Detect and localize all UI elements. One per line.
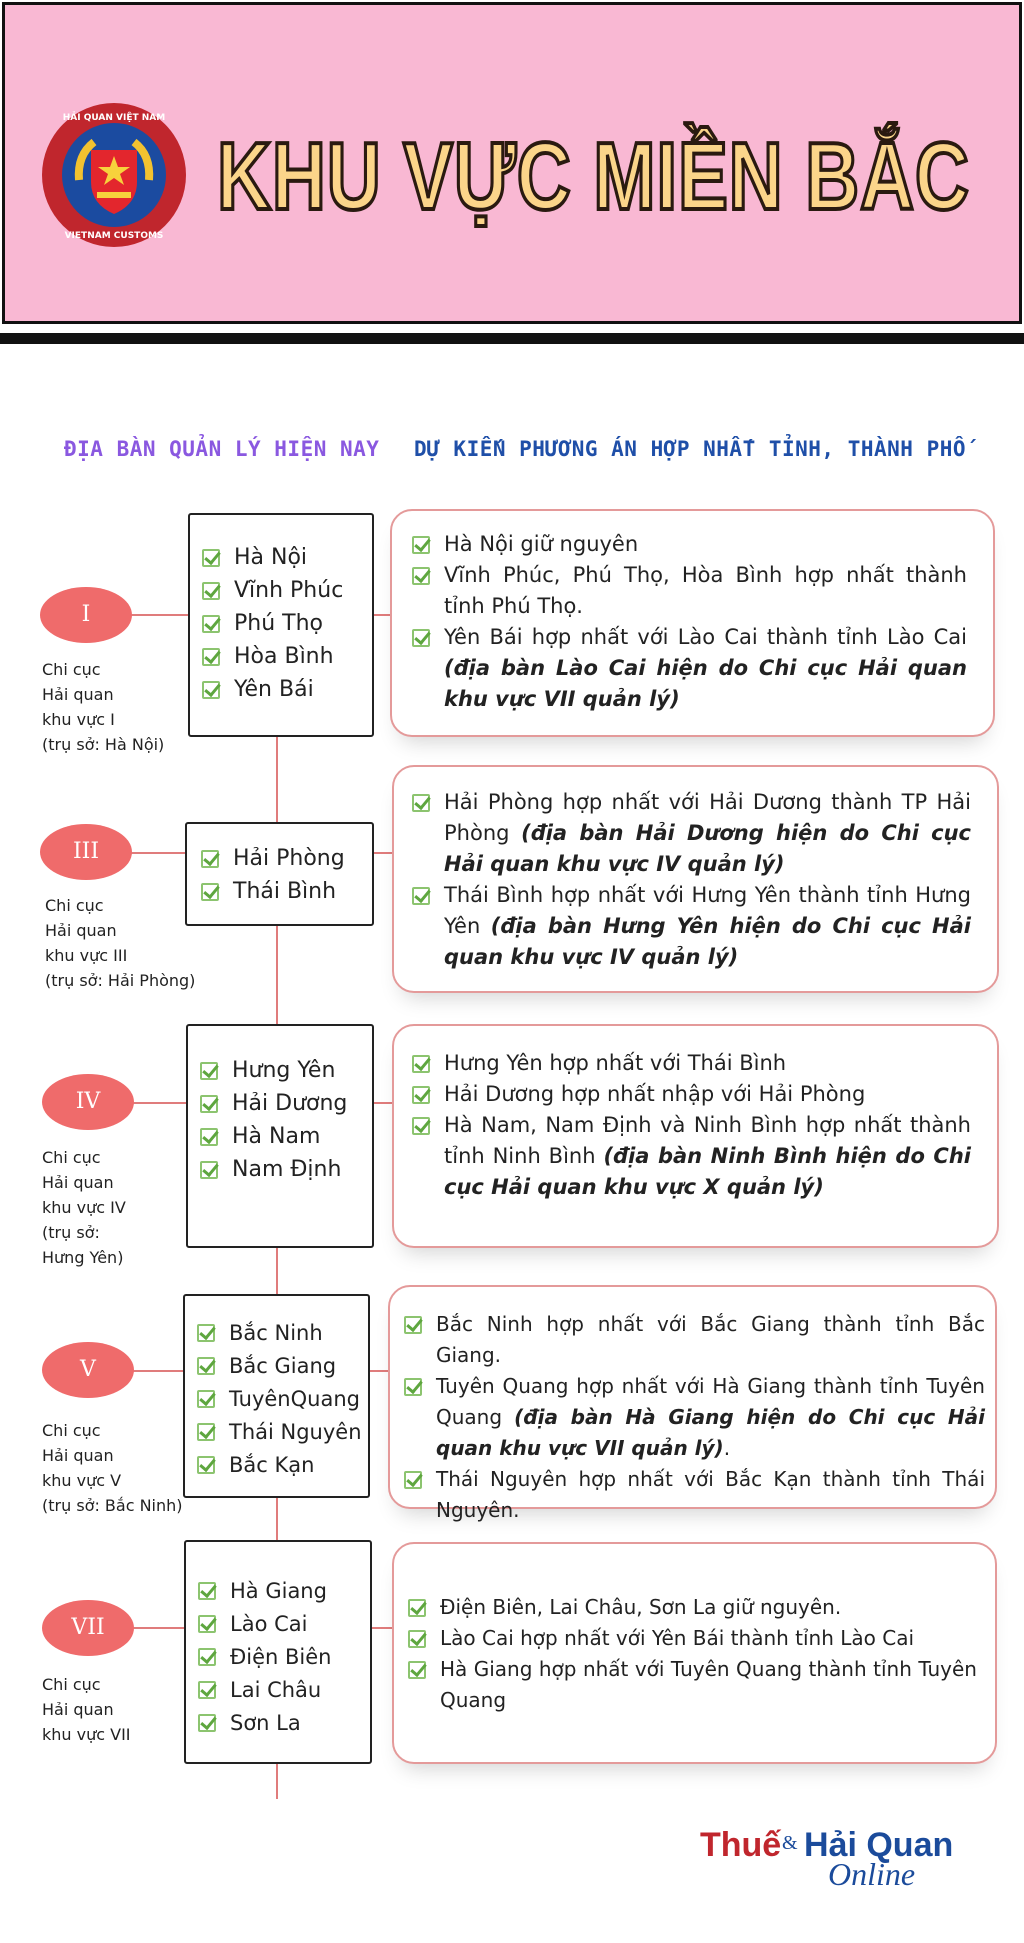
list-item: Hà Nam <box>200 1120 372 1153</box>
left-column-heading: ĐỊA BÀN QUẢN LÝ HIỆN NAY <box>64 437 380 461</box>
plan-item: Hà Nội giữ nguyên <box>412 529 967 560</box>
check-icon <box>202 549 220 567</box>
plan-item: Thái Nguyên hợp nhất với Bắc Kạn thành tỉnh Thái Nguyên. <box>404 1464 985 1526</box>
list-item: Hòa Bình <box>202 640 372 673</box>
unit-label-iii: Chi cục Hải quan khu vực III (trụ sở: Hải Phòng) <box>45 896 196 990</box>
current-provinces-box-i <box>188 513 374 737</box>
connector-line <box>370 1627 392 1629</box>
check-icon <box>200 1128 218 1146</box>
unit-badge-vii: VII <box>42 1600 134 1656</box>
check-icon <box>412 629 430 647</box>
check-icon <box>408 1630 426 1648</box>
check-icon <box>404 1378 422 1396</box>
check-icon <box>198 1648 216 1666</box>
list-item: Vĩnh Phúc <box>202 574 372 607</box>
connector-line <box>130 1370 186 1372</box>
logo-part-1: Thuế <box>700 1826 782 1864</box>
list-item: Hà Nội <box>202 541 372 574</box>
plan-item: Vĩnh Phúc, Phú Thọ, Hòa Bình hợp nhất thành tỉnh Phú Thọ. <box>412 560 967 622</box>
plan-item: Hải Phòng hợp nhất với Hải Dương thành TP Hải Phòng (địa bàn Hải Dương hiện do Chi cục Hải quan khu vực IV quản lý) <box>412 787 971 880</box>
emblem-top-text: HẢI QUAN VIỆT NAM <box>62 113 166 123</box>
list-item: Phú Thọ <box>202 607 372 640</box>
check-icon <box>200 1095 218 1113</box>
check-icon <box>412 536 430 554</box>
list-item: Bắc Ninh <box>197 1316 368 1349</box>
plan-item: Hải Dương hợp nhất nhập với Hải Phòng <box>412 1079 971 1110</box>
check-icon <box>412 567 430 585</box>
merger-plan-box-iv <box>392 1024 999 1248</box>
list-item: Hà Giang <box>198 1574 370 1607</box>
check-icon <box>202 582 220 600</box>
plan-item: Hà Giang hợp nhất với Tuyên Quang thành tỉnh Tuyên Quang <box>408 1654 977 1716</box>
list-item: Yên Bái <box>202 673 372 706</box>
list-item: Thái Bình <box>201 875 372 908</box>
list-item: Sơn La <box>198 1706 370 1739</box>
merger-plan-box-i <box>390 509 995 737</box>
connector-line <box>372 852 392 854</box>
plan-item: Điện Biên, Lai Châu, Sơn La giữ nguyên. <box>408 1592 977 1623</box>
unit-label-i: Chi cục Hải quan khu vực I (trụ sở: Hà Nội) <box>42 660 165 754</box>
logo-part-3: Online <box>828 1856 916 1892</box>
check-icon <box>200 1062 218 1080</box>
list-item: Lai Châu <box>198 1673 370 1706</box>
plan-item: Lào Cai hợp nhất với Yên Bái thành tỉnh Lào Cai <box>408 1623 977 1654</box>
check-icon <box>197 1456 215 1474</box>
check-icon <box>201 850 219 868</box>
list-item: TuyênQuang <box>197 1382 368 1415</box>
logo-ampersand: & <box>782 1832 798 1854</box>
emblem-bottom-text: VIETNAM CUSTOMS <box>64 231 164 241</box>
plan-item: Hưng Yên hợp nhất với Thái Bình <box>412 1048 971 1079</box>
unit-badge-v: V <box>42 1342 134 1398</box>
list-item: Bắc Giang <box>197 1349 368 1382</box>
list-item: Lào Cai <box>198 1607 370 1640</box>
unit-label-iv: Chi cục Hải quan khu vực IV (trụ sở: Hưng Yên) <box>42 1148 126 1267</box>
check-icon <box>197 1324 215 1342</box>
check-icon <box>198 1582 216 1600</box>
thue-hai-quan-online-logo <box>700 1826 954 1896</box>
list-item: Hải Phòng <box>201 842 372 875</box>
header-banner <box>2 2 1022 324</box>
check-icon <box>412 1055 430 1073</box>
plan-item: Thái Bình hợp nhất với Hưng Yên thành tỉnh Hưng Yên (địa bàn Hưng Yên hiện do Chi cục Hải quan khu vực IV quản lý) <box>412 880 971 973</box>
merger-plan-box-iii <box>392 765 999 993</box>
unit-badge-iii: III <box>40 824 132 880</box>
merger-plan-box-v <box>388 1285 997 1522</box>
check-icon <box>412 794 430 812</box>
current-provinces-box-v <box>183 1294 370 1498</box>
plan-item: Tuyên Quang hợp nhất với Hà Giang thành tỉnh Tuyên Quang (địa bàn Hà Giang hiện do Chi cục Hải quan khu vực VII quản lý). <box>404 1371 985 1464</box>
unit-badge-iv: IV <box>42 1074 134 1130</box>
current-provinces-box-iv <box>186 1024 374 1248</box>
connector-line <box>372 1102 392 1104</box>
unit-badge-i: I <box>40 587 132 643</box>
check-icon <box>404 1471 422 1489</box>
list-item: Điện Biên <box>198 1640 370 1673</box>
plan-item: Yên Bái hợp nhất với Lào Cai thành tỉnh Lào Cai (địa bàn Lào Cai hiện do Chi cục Hải quan khu vực VII quản lý) <box>412 622 967 715</box>
header-divider <box>0 333 1024 344</box>
check-icon <box>198 1615 216 1633</box>
check-icon <box>408 1661 426 1679</box>
connector-line <box>130 852 190 854</box>
check-icon <box>200 1161 218 1179</box>
list-item: Thái Nguyên <box>197 1415 368 1448</box>
check-icon <box>202 681 220 699</box>
connector-line <box>372 614 392 616</box>
right-column-heading: DỰ KIẾN PHƯƠNG ÁN HỢP NHẤT TỈNH, THÀNH PHỐ <box>414 437 967 461</box>
check-icon <box>198 1714 216 1732</box>
current-provinces-box-vii <box>184 1540 372 1764</box>
check-icon <box>412 1086 430 1104</box>
customs-emblem-logo <box>39 100 189 250</box>
check-icon <box>197 1423 215 1441</box>
unit-label-vii: Chi cục Hải quan khu vực VII <box>42 1675 131 1744</box>
list-item: Hưng Yên <box>200 1054 372 1087</box>
unit-label-v: Chi cục Hải quan khu vực V (trụ sở: Bắc Ninh) <box>42 1421 183 1515</box>
check-icon <box>412 887 430 905</box>
check-icon <box>201 883 219 901</box>
list-item: Bắc Kạn <box>197 1448 368 1481</box>
check-icon <box>202 615 220 633</box>
logo-part-2: Hải Quan <box>804 1826 954 1864</box>
connector-line <box>368 1370 388 1372</box>
check-icon <box>202 648 220 666</box>
connector-line <box>130 614 190 616</box>
current-provinces-box-iii <box>185 822 374 926</box>
connector-line <box>130 1627 186 1629</box>
check-icon <box>197 1390 215 1408</box>
plan-item: Hà Nam, Nam Định và Ninh Bình hợp nhất thành tỉnh Ninh Bình (địa bàn Ninh Bình hiện do Chi cục Hải quan khu vực X quản lý) <box>412 1110 971 1203</box>
plan-item: Bắc Ninh hợp nhất với Bắc Giang thành tỉnh Bắc Giang. <box>404 1309 985 1371</box>
connector-line <box>130 1102 190 1104</box>
list-item: Hải Dương <box>200 1087 372 1120</box>
merger-plan-box-vii <box>392 1542 997 1764</box>
check-icon <box>404 1316 422 1334</box>
check-icon <box>412 1117 430 1135</box>
page-title: KHU VỰC MIỀN BẮC <box>217 123 970 230</box>
check-icon <box>198 1681 216 1699</box>
list-item: Nam Định <box>200 1153 372 1186</box>
check-icon <box>197 1357 215 1375</box>
check-icon <box>408 1599 426 1617</box>
